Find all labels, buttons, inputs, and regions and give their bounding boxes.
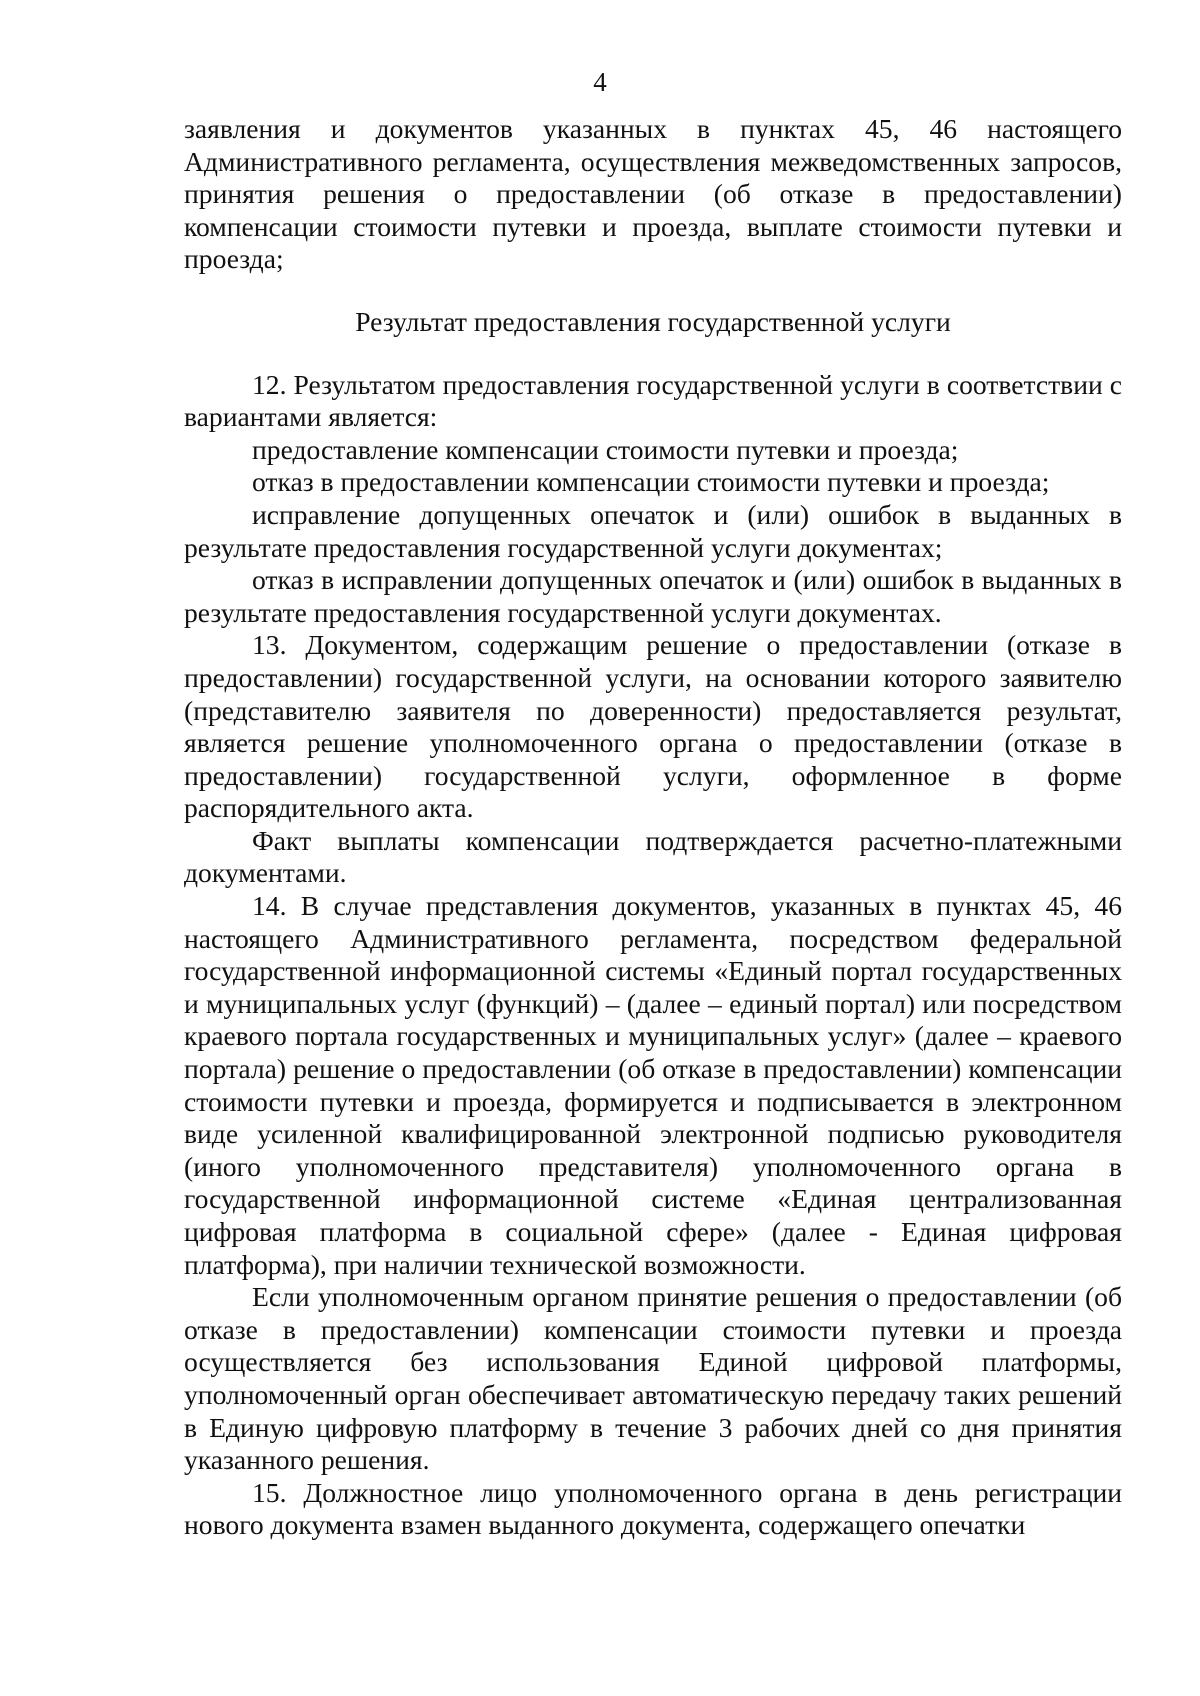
paragraph-12-item-4: отказ в исправлении допущенных опечаток и (или) ошибок в выданных в результате предоставления государственной услуги документах. bbox=[184, 564, 1122, 628]
paragraph-12: 12. Результатом предоставления государственной услуги в соответствии с вариантами является: bbox=[184, 368, 1122, 433]
paragraph-13-payment-fact: Факт выплаты компенсации подтверждается расчетно-платежными документами. bbox=[184, 824, 1122, 889]
document-body bbox=[184, 113, 1122, 1542]
paragraph-12-item-1: предоставление компенсации стоимости путевки и проезда; bbox=[252, 433, 959, 465]
paragraph-12-item-3: исправление допущенных опечаток и (или) ошибок в выданных в результате предоставления государственной услуги документах; bbox=[184, 498, 1122, 563]
section-heading: Результат предоставления государственной услуги bbox=[355, 305, 951, 337]
paragraph-12-item-2: отказ в предоставлении компенсации стоимости путевки и проезда; bbox=[252, 466, 1050, 498]
paragraph-14: 14. В случае представления документов, указанных в пунктах 45, 46 настоящего Административного регламента, посредством федеральной государственной информационной системы «Единый портал государственных и муниципальных услуг (функций) – (далее – единый портал) или посредством краевого портала государственных и муниципальных услуг» (далее – краевого портала) решение о предоставлении (об отказе в предоставлении) компенсации стоимости путевки и проезда, формируется и подписывается в электронном виде усиленной квалифицированной электронной подписью руководителя (иного уполномоченного представителя) уполномоченного органа в государственной информационной системе «Единая централизованная цифровая платформа в социальной сфере» (далее - Единая цифровая платформа), при наличии технической возможности. bbox=[184, 890, 1122, 1280]
paragraph-intro-continuation: заявления и документов указанных в пунктах 45, 46 настоящего Административного регламента, осуществления межведомственных запросов, принятия решения о предоставлении (об отказе в предоставлении) компенсации стоимости путевки и проезда, выплате стоимости путевки и проезда; bbox=[184, 113, 1122, 275]
paragraph-13: 13. Документом, содержащим решение о предоставлении (отказе в предоставлении) государственной услуги, на основании которого заявителю (представителю заявителя по доверенности) предоставляется результат, является решение уполномоченного органа о предоставлении (отказе в предоставлении) государственной услуги, оформленное в форме распорядительного акта. bbox=[184, 629, 1122, 824]
page-number: 4 bbox=[593, 67, 607, 97]
paragraph-14-without-platform: Если уполномоченным органом принятие решения о предоставлении (об отказе в предоставлении) компенсации стоимости путевки и проезда осуществляется без использования Единой цифровой платформы, уполномоченный орган обеспечивает автоматическую передачу таких решений в Единую цифровую платформу в течение 3 рабочих дней со дня принятия указанного решения. bbox=[184, 1281, 1122, 1476]
paragraph-15: 15. Должностное лицо уполномоченного органа в день регистрации нового документа взамен выданного документа, содержащего опечатки bbox=[184, 1476, 1122, 1541]
